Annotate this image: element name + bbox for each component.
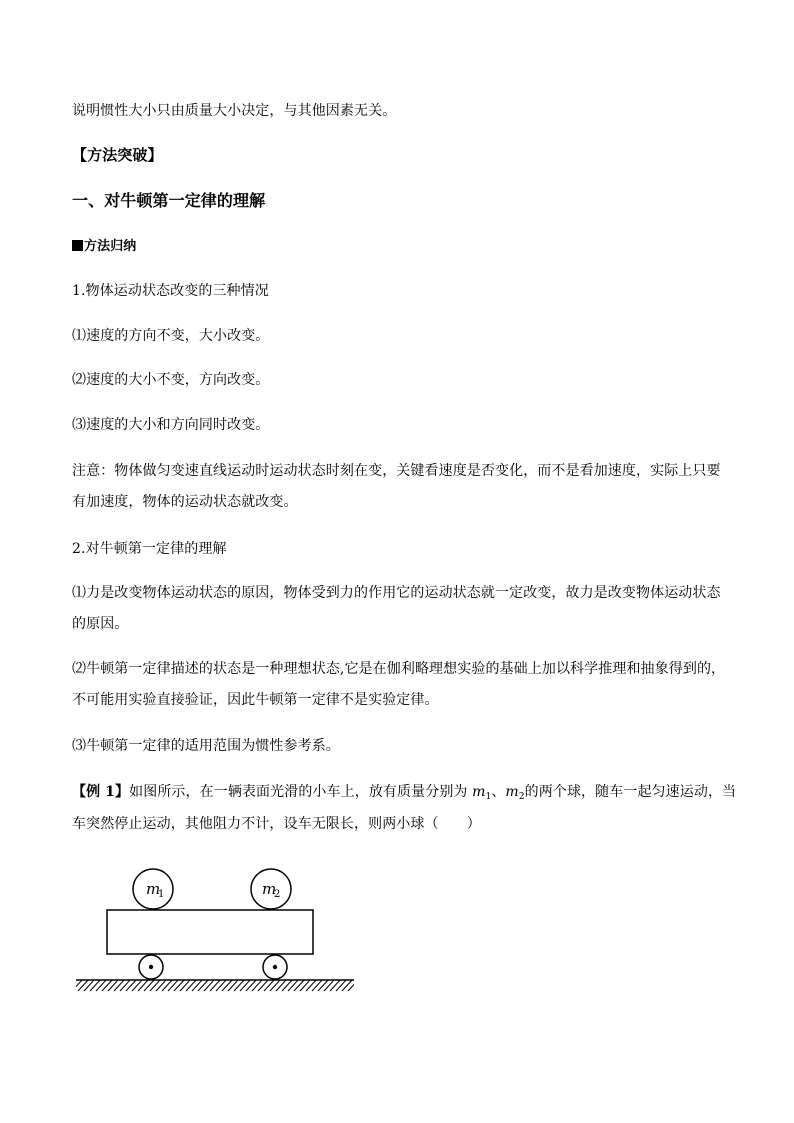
hatch-mark bbox=[198, 980, 208, 991]
hatch-mark bbox=[354, 980, 362, 991]
hatch-mark bbox=[78, 980, 88, 991]
item2-a-line-1: ⑴力是改变物体运动状态的原因，物体受到力的作用它的运动状态就一定改变，故力是改变物体运动状态 bbox=[72, 585, 721, 601]
item2-b-line-1: ⑵牛顿第一定律描述的状态是一种理想状态,它是在伽利略理想实验的基础上加以科学推理和抽象得到的， bbox=[72, 661, 726, 677]
ball-m2-subscript: 2 bbox=[274, 889, 281, 900]
hatch-mark bbox=[336, 980, 346, 991]
m1-subscript: 1 bbox=[485, 792, 492, 802]
hatch-mark bbox=[186, 980, 196, 991]
hatch-mark bbox=[330, 980, 340, 991]
hatch-mark bbox=[132, 980, 142, 991]
hatch-mark bbox=[342, 980, 352, 991]
hatch-mark bbox=[210, 980, 220, 991]
hatch-mark bbox=[228, 980, 238, 991]
hatch-mark bbox=[84, 980, 94, 991]
cart-diagram bbox=[72, 860, 362, 1000]
hatch-mark bbox=[126, 980, 136, 991]
ball-m1-subscript: 1 bbox=[158, 889, 165, 900]
hatch-mark bbox=[300, 980, 310, 991]
mass-separator: 、 bbox=[491, 784, 506, 800]
method-summary-label: 方法归纳 bbox=[84, 239, 137, 254]
hatch-mark bbox=[216, 980, 226, 991]
example-line-2: 车突然停止运动，其他阻力不计，设车无限长，则两小球（ ） bbox=[72, 816, 481, 832]
hatch-mark bbox=[264, 980, 274, 991]
hatch-mark bbox=[138, 980, 148, 991]
section-heading: 一、对牛顿第一定律的理解 bbox=[72, 191, 266, 210]
hatch-mark bbox=[90, 980, 100, 991]
hatch-mark bbox=[306, 980, 316, 991]
ground-hatching bbox=[72, 980, 362, 991]
hatch-mark bbox=[102, 980, 112, 991]
method-summary-heading bbox=[72, 232, 724, 261]
hatch-mark bbox=[156, 980, 166, 991]
hatch-mark bbox=[240, 980, 250, 991]
hatch-mark bbox=[246, 980, 256, 991]
hatch-mark bbox=[150, 980, 160, 991]
item1-b: ⑵速度的大小不变，方向改变。 bbox=[72, 372, 270, 388]
hatch-mark bbox=[162, 980, 172, 991]
item1-c: ⑶速度的大小和方向同时改变。 bbox=[72, 417, 270, 433]
hatch-mark bbox=[96, 980, 106, 991]
hatch-mark bbox=[144, 980, 154, 991]
m2-symbol: m bbox=[505, 784, 519, 800]
hatch-mark bbox=[312, 980, 322, 991]
item2-title: 2.对牛顿第一定律的理解 bbox=[72, 541, 227, 557]
example-text-b: 的两个球，随车一起匀速运动，当 bbox=[524, 784, 737, 800]
hatch-mark bbox=[174, 980, 184, 991]
cart-diagram-svg bbox=[72, 860, 362, 1000]
wheel-left-axle bbox=[149, 965, 153, 969]
hatch-mark bbox=[258, 980, 268, 991]
item2-a-line-2: 的原因。 bbox=[72, 616, 129, 632]
wheel-right-axle bbox=[273, 965, 277, 969]
item1-title: 1.物体运动状态改变的三种情况 bbox=[72, 283, 269, 299]
conclusion-text: 说明惯性大小只由质量大小决定，与其他因素无关。 bbox=[72, 103, 397, 119]
hatch-mark bbox=[204, 980, 214, 991]
example-text-a: 如图所示，在一辆表面光滑的小车上，放有质量分别为 bbox=[129, 784, 468, 800]
hatch-mark bbox=[234, 980, 244, 991]
hatch-mark bbox=[222, 980, 232, 991]
example-line-1 bbox=[72, 778, 737, 807]
note-line-2: 有加速度，物体的运动状态就改变。 bbox=[72, 494, 298, 510]
hatch-mark bbox=[348, 980, 358, 991]
ball-m2-label: m bbox=[262, 880, 277, 898]
hatch-mark bbox=[294, 980, 304, 991]
hatch-mark bbox=[72, 980, 82, 991]
ball-m1-label: m bbox=[146, 880, 161, 898]
hatch-mark bbox=[360, 980, 362, 991]
hatch-mark bbox=[168, 980, 178, 991]
method-heading: 【方法突破】 bbox=[72, 146, 163, 164]
hatch-mark bbox=[252, 980, 262, 991]
item1-a: ⑴速度的方向不变，大小改变。 bbox=[72, 328, 270, 344]
m2-subscript: 2 bbox=[518, 792, 525, 802]
hatch-mark bbox=[318, 980, 328, 991]
item2-c: ⑶牛顿第一定律的适用范围为惯性参考系。 bbox=[72, 738, 340, 754]
hatch-mark bbox=[192, 980, 202, 991]
hatch-mark bbox=[180, 980, 190, 991]
example-label: 【例 1】 bbox=[72, 784, 130, 800]
note-line-1: 注意：物体做匀变速直线运动时运动状态时刻在变，关键看速度是否变化，而不是看加速度，实际上只要 bbox=[72, 463, 721, 479]
hatch-mark bbox=[108, 980, 118, 991]
hatch-mark bbox=[324, 980, 334, 991]
hatch-mark bbox=[276, 980, 286, 991]
square-bullet-icon bbox=[72, 240, 83, 251]
hatch-mark bbox=[270, 980, 280, 991]
item2-b-line-2: 不可能用实验直接验证，因此牛顿第一定律不是实验定律。 bbox=[72, 692, 439, 708]
hatch-mark bbox=[120, 980, 130, 991]
hatch-mark bbox=[282, 980, 292, 991]
cart-body bbox=[107, 910, 313, 954]
hatch-mark bbox=[288, 980, 298, 991]
m1-symbol: m bbox=[472, 784, 486, 800]
hatch-mark bbox=[114, 980, 124, 991]
